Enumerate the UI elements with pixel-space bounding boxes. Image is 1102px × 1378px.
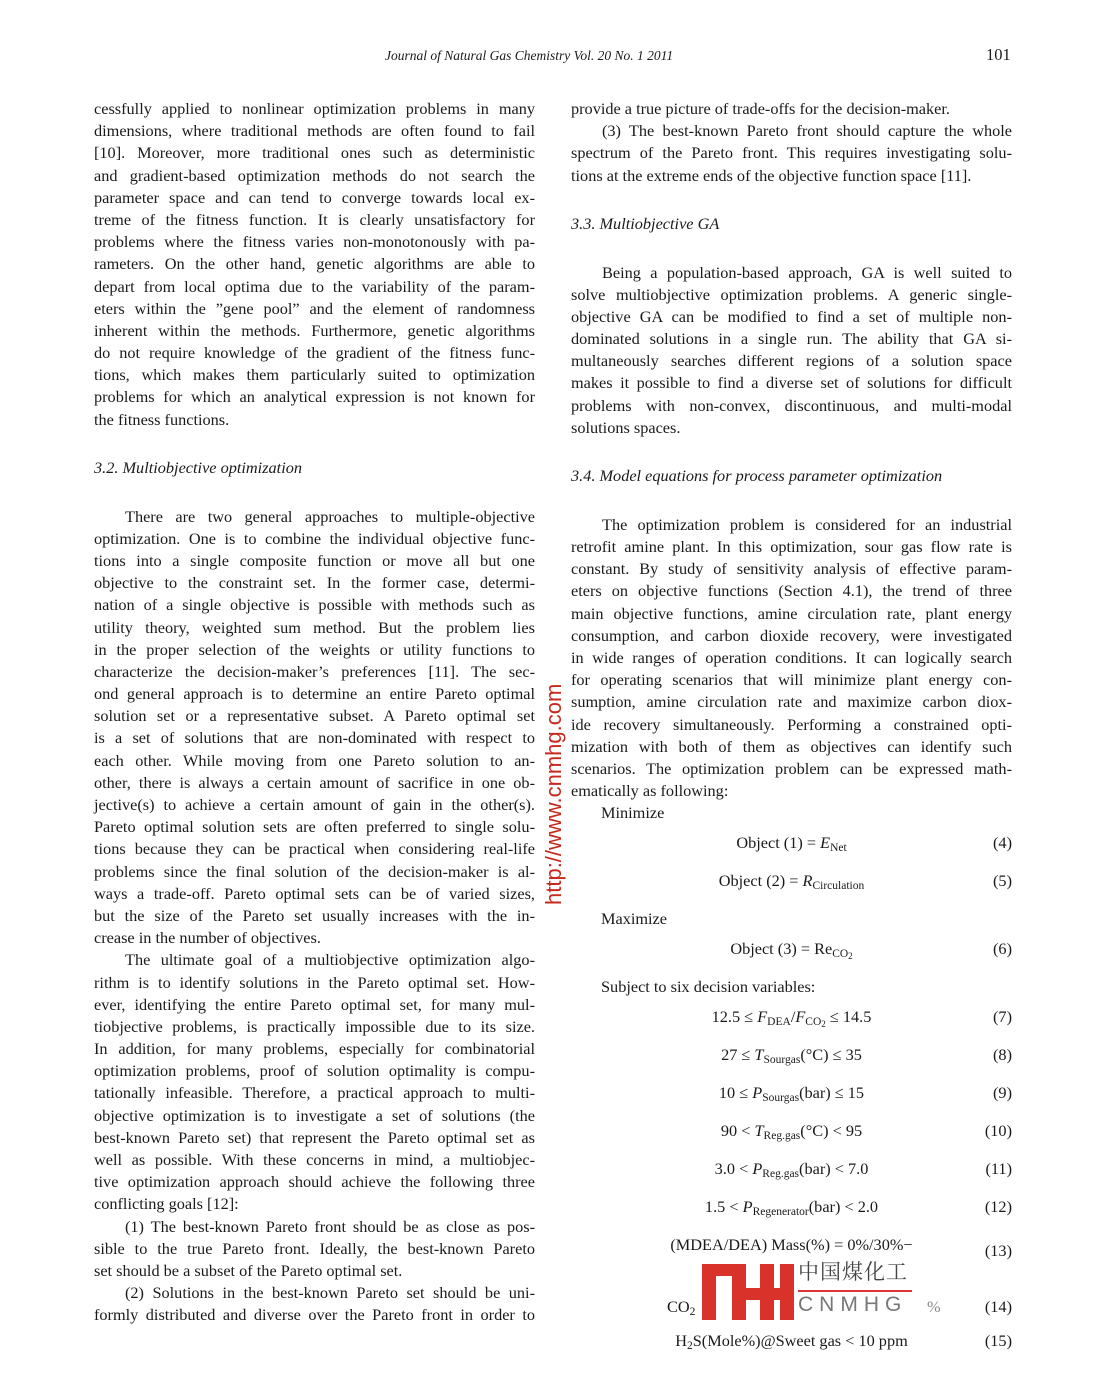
text-line: solve multiobjective optimization problems. A generic single- (571, 284, 1012, 304)
text-line: (3) The best-known Pareto front should capture the whole (602, 121, 1012, 141)
text-line: objective to the constraint set. In the former case, determi- (94, 573, 535, 593)
text-line: consumption, and carbon dioxide recovery, were investigated (571, 625, 1012, 645)
text-line: characterize the decision-maker’s preferences [11]. The sec- (94, 661, 535, 681)
text-line: optimization. One is to combine the individual objective func- (94, 528, 535, 548)
subscript: Regenerator (752, 1206, 809, 1219)
equation (571, 870, 1012, 908)
equation-body (667, 1296, 695, 1318)
section-heading: 3.4. Model equations for process parameter optimization (571, 466, 943, 486)
text-line: eters within the ”gene pool” and the element of randomness (94, 298, 535, 318)
math-text: / (790, 1007, 796, 1027)
math-text: P (752, 1159, 763, 1179)
text-line: problems with non-convex, discontinuous, and multi-modal (571, 395, 1012, 415)
text-line: each other. While moving from one Pareto solution to an- (94, 750, 535, 770)
subscript: Reg.gas (763, 1130, 801, 1143)
math-text: Object (3) = Re (730, 939, 833, 959)
page-number: 101 (986, 45, 1011, 64)
equation (571, 1158, 1012, 1196)
text-line: provide a true picture of trade-offs for the decision-maker. (571, 99, 950, 118)
subscript: 2 (689, 1306, 696, 1319)
equation-body (571, 1158, 1012, 1180)
equation-body (571, 1082, 1012, 1104)
text-line: other, there is always a certain amount of sacrifice in one ob- (94, 772, 535, 792)
text-line: tationally infeasible. Therefore, a practical approach to multi- (94, 1083, 535, 1103)
subscript: CO2 (832, 948, 853, 962)
left-column (94, 98, 535, 1327)
equation (571, 1234, 1012, 1260)
equation-number: (6) (993, 939, 1012, 959)
math-text: Object (1) = (736, 833, 821, 853)
text-line: rameters. On the other hand, genetic algorithms are able to (94, 254, 535, 274)
equation (571, 1006, 1012, 1044)
section-heading: 3.2. Multiobjective optimization (94, 457, 303, 477)
text-line: There are two general approaches to multiple-objective (125, 506, 535, 526)
text-line: inherent within the methods. Furthermore, genetic algorithms (94, 320, 535, 340)
paragraph (94, 98, 535, 431)
text-line: In addition, for many problems, especially for combinatorial (94, 1039, 535, 1059)
text-line: Pareto optimal solution sets are often preferred to single solu- (94, 817, 535, 837)
text-line: ond general approach is to determine an entire Pareto optimal (94, 684, 535, 704)
text-line: do not require knowledge of the gradient of the fitness func- (94, 343, 535, 363)
math-text: 3.0 < (714, 1159, 753, 1179)
text-line: (1) The best-known Pareto front should be as close as pos- (125, 1216, 535, 1236)
equation-number: (9) (993, 1083, 1012, 1103)
math-text: 1.5 < (704, 1197, 743, 1217)
equation-number: (5) (993, 871, 1012, 891)
math-text: (bar) < 7.0 (799, 1159, 869, 1179)
equation (571, 1260, 1012, 1330)
paragraph (571, 262, 1012, 440)
math-text: 10 ≤ (718, 1083, 753, 1103)
math-text: R (802, 871, 813, 891)
subscript: 2 (687, 1340, 693, 1353)
math-text: 90 < (720, 1121, 755, 1141)
subscript: Sourgas (763, 1054, 801, 1067)
equation (571, 1330, 1012, 1368)
equation-number: (15) (984, 1331, 1012, 1351)
text-line: main objective functions, amine circulation rate, plant energy (571, 603, 1012, 623)
math-text: F (757, 1007, 768, 1027)
text-line: utility theory, weighted sum method. But the problem lies (94, 617, 535, 637)
equation-label: Minimize (601, 803, 665, 823)
text-line: treme of the fitness function. It is clearly unsatisfactory for (94, 209, 535, 229)
equation-body (571, 1330, 1012, 1352)
paragraph (94, 949, 535, 1215)
math-text: 27 ≤ (721, 1045, 755, 1065)
equation-number: (8) (993, 1045, 1012, 1065)
subscript: Net (830, 842, 847, 855)
math-text: T (754, 1045, 764, 1065)
text-line: conflicting goals [12]: (94, 1194, 239, 1214)
running-header (0, 46, 1102, 68)
paragraph (571, 514, 1012, 802)
text-line: parameter space and can tend to converge towards local ex- (94, 187, 535, 207)
equation (571, 1082, 1012, 1120)
paragraph (94, 1216, 535, 1283)
equation-body (571, 870, 1012, 892)
equation-body (571, 832, 1012, 854)
equation-number: (4) (993, 833, 1012, 853)
mh-logo-mark (702, 1260, 794, 1322)
subscript: 2 (848, 951, 853, 962)
text-line: rithm is to identify solutions in the Pareto optimal set. How- (94, 972, 535, 992)
equation-body (571, 1044, 1012, 1066)
logo-chinese-text: 中国煤化工 (798, 1260, 908, 1285)
text-line: ide recovery simultaneously. Performing a constrained opti- (571, 714, 1012, 734)
text-line: in the proper selection of the weights or utility functions to (94, 639, 535, 659)
text-line: Being a population-based approach, GA is well suited to (602, 262, 1012, 282)
text-line: solutions spaces. (571, 417, 681, 437)
watermark-url: http://www.cnmhg.com (541, 683, 566, 905)
equation (571, 832, 1012, 870)
math-text: 12.5 ≤ (711, 1007, 758, 1027)
text-line: multaneously searches different regions of a solution space (571, 351, 1012, 371)
text-line: tions into a single composite function or move all but one (94, 550, 535, 570)
equation-number: (14) (984, 1297, 1012, 1317)
text-line: depart from local optima due to the variability of the param- (94, 276, 535, 296)
paragraph (94, 506, 535, 950)
math-text: (°C) < 95 (800, 1121, 863, 1141)
text-line: The ultimate goal of a multiobjective optimization algo- (125, 950, 535, 970)
cnmhg-logo (702, 1260, 922, 1322)
text-line: crease in the number of objectives. (94, 928, 321, 948)
math-text: F (795, 1007, 806, 1027)
text-line: mization with both of them as objectives can identify such (571, 736, 1012, 756)
math-text: E (820, 833, 831, 853)
text-line: is a set of solutions that are non-dominated with respect to (94, 728, 535, 748)
math-text: (bar) < 2.0 (808, 1197, 879, 1217)
text-line: tiobjective problems, is practically impossible due to its size. (94, 1016, 535, 1036)
math-text: P (752, 1083, 763, 1103)
math-text: (bar) ≤ 15 (799, 1083, 865, 1103)
logo-latin-text: CNMHG (798, 1293, 908, 1317)
paragraph (571, 98, 1012, 120)
text-line: tive optimization approach should achieve the following three (94, 1172, 535, 1192)
text-line: the fitness functions. (94, 409, 230, 429)
subscript: DEA (767, 1016, 791, 1029)
math-text: P (742, 1197, 753, 1217)
text-line: objective GA can be modified to find a set of multiple non- (571, 306, 1012, 326)
equation-number: (11) (985, 1159, 1012, 1179)
equation-number: (7) (993, 1007, 1012, 1027)
text-line: retrofit amine plant. In this optimization, sour gas flow rate is (571, 537, 1012, 556)
section-heading: 3.3. Multiobjective GA (571, 213, 720, 233)
text-line: set should be a subset of the Pareto optimal set. (94, 1260, 403, 1280)
text-line: (2) Solutions in the best-known Pareto set should be uni- (125, 1283, 535, 1303)
text-line: optimization problems, proof of solution optimality is compu- (94, 1061, 535, 1081)
math-text: (°C) ≤ 35 (800, 1045, 862, 1065)
text-line: ematically as following: (571, 781, 729, 801)
text-line: [10]. Moreover, more traditional ones such as deterministic (94, 143, 535, 163)
text-line: in wide ranges of operation conditions. It can logically search (571, 647, 1012, 667)
text-line: tions, which makes them particularly suited to optimization (94, 365, 535, 385)
subscript: 2 (821, 1019, 826, 1030)
text-line: sumption, amine circulation rate and maximize carbon diox- (571, 692, 1012, 712)
equation-number: (12) (984, 1197, 1012, 1217)
text-line: makes it possible to find a diverse set of solutions for difficult (571, 373, 1012, 393)
math-text: H (675, 1331, 687, 1351)
text-line: scenarios. The optimization problem can be expressed math- (571, 758, 1012, 778)
logo-divider (798, 1290, 912, 1292)
text-line: well as possible. With these concerns in mind, a multiobjec- (94, 1150, 535, 1170)
text-line: constant. By study of sensitivity analysis of effective param- (571, 559, 1012, 579)
text-line: ever, identifying the entire Pareto optimal set, for many mul- (94, 994, 535, 1014)
subscript: Reg.gas (762, 1168, 800, 1181)
right-column (571, 98, 1012, 1368)
equation (571, 938, 1012, 976)
text-line: tions at the extreme ends of the objective function space [11]. (571, 165, 972, 185)
text-line: dominated solutions in a single run. The ability that GA si- (571, 329, 1012, 349)
text-line: eters on objective functions (Section 4.1), the trend of three (571, 581, 1012, 601)
text-line: but the size of the Pareto set usually increases with the in- (94, 905, 535, 925)
text-line: objective optimization is to investigate a set of solutions (the (94, 1105, 535, 1125)
text-line: cessfully applied to nonlinear optimization problems in many (94, 99, 535, 118)
equation (571, 1044, 1012, 1082)
equation-body (571, 1006, 1012, 1028)
equation-body (571, 938, 1012, 960)
equation-label: Subject to six decision variables: (601, 977, 816, 997)
equation-number: (13) (984, 1241, 1012, 1261)
text-line: problems since the final solution of the decision-maker is al- (94, 861, 535, 881)
equation-body (571, 1196, 1012, 1218)
text-line: The optimization problem is considered for an industrial (602, 514, 1012, 534)
text-line: spectrum of the Pareto front. This requires investigating solu- (571, 143, 1012, 163)
text-line: problems where the fitness varies non-monotonously with pa- (94, 232, 535, 252)
text-line: solution set or a representative subset. A Pareto optimal set (94, 706, 535, 726)
text-line: problems for which an analytical expression is not known for (94, 387, 535, 407)
paragraph (94, 1282, 535, 1326)
subscript: CO2 (805, 1016, 826, 1030)
equation-label: Maximize (601, 909, 668, 929)
text-line: for operating scenarios that will minimize plant energy con- (571, 670, 1012, 690)
subscript: Circulation (812, 880, 865, 893)
equation-body (571, 1120, 1012, 1142)
text-line: jective(s) to achieve a certain amount of gain in the other(s). (94, 795, 535, 815)
text-line: sible to the true Pareto front. Ideally, the best-known Pareto (94, 1238, 535, 1258)
math-text: Object (2) = (718, 871, 803, 891)
equation-number: (10) (984, 1121, 1012, 1141)
math-text: T (754, 1121, 764, 1141)
equation (571, 1196, 1012, 1234)
math-text: (MDEA/DEA) Mass(%) = 0%/30%− (670, 1235, 913, 1255)
subscript: Sourgas (762, 1092, 800, 1105)
equation-body (571, 1234, 1012, 1256)
text-line: and gradient-based optimization methods do not search the (94, 165, 535, 185)
math-text: S(Mole%)@Sweet gas < 10 ppm (692, 1331, 908, 1351)
text-line: best-known Pareto set) that represent the Pareto optimal set as (94, 1127, 535, 1147)
math-text: CO (667, 1297, 690, 1317)
equation (571, 1120, 1012, 1158)
math-text: ≤ 14.5 (825, 1007, 872, 1027)
text-line: ways a trade-off. Pareto optimal sets can be of varied sizes, (94, 883, 535, 903)
equation-tail: % (927, 1297, 941, 1317)
paragraph (571, 120, 1012, 187)
text-line: formly distributed and diverse over the Pareto front in order to (94, 1305, 535, 1325)
journal-title: Journal of Natural Gas Chemistry Vol. 20 No. 1 2011 (385, 48, 674, 63)
text-line: nation of a single objective is possible with methods such as (94, 595, 535, 615)
text-line: dimensions, where traditional methods are often found to fail (94, 121, 535, 141)
text-line: tions because they can be practical when considering real-life (94, 839, 535, 859)
